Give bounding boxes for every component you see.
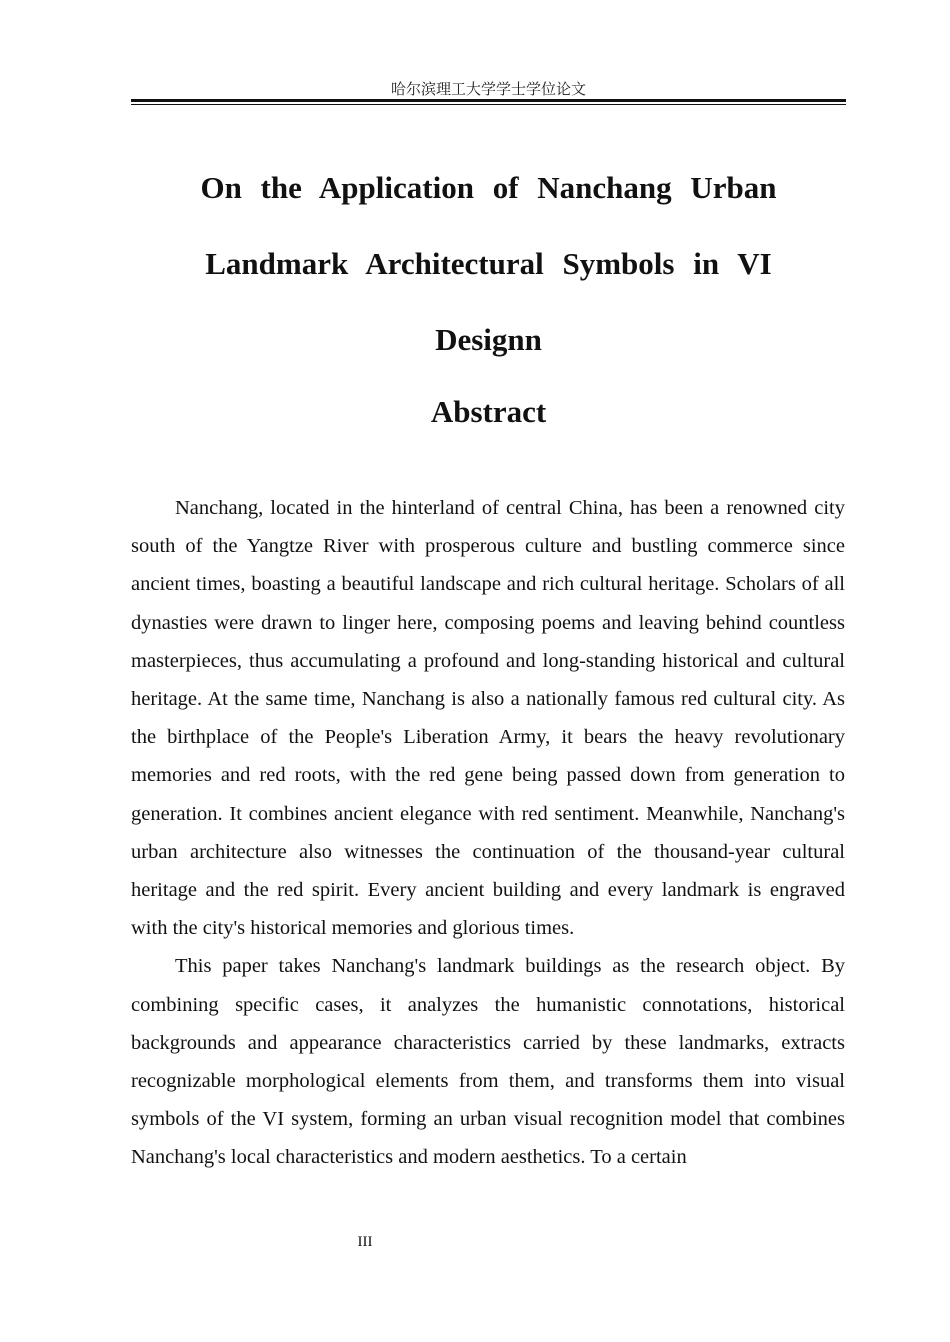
header-rule-thin	[131, 104, 846, 105]
abstract-body	[131, 489, 845, 1177]
page-number: III	[357, 1234, 373, 1250]
abstract-paragraph: This paper takes Nanchang's landmark buildings as the research object. By combining specific cases, it analyzes the humanistic connotations, historical backgrounds and appearance characteristics carried by these landmarks, extracts recognizable morphological elements from them, and transforms them into visual symbols of the VI system, forming an urban visual recognition model that combines Nanchang's local characteristics and modern aesthetics. To a certain	[131, 955, 845, 1169]
running-header: 哈尔滨理工大学学士学位论文	[390, 80, 586, 98]
header-rule-thick	[131, 99, 846, 102]
thesis-title: On the Application of Nanchang Urban Landmark Architectural Symbols in VI Designn	[200, 170, 777, 357]
abstract-heading: Abstract	[430, 394, 547, 429]
abstract-paragraph: Nanchang, located in the hinterland of central China, has been a renowned city south of the Yangtze River with prosperous culture and bustling commerce since ancient times, boasting a beautiful landscape and rich cultural heritage. Scholars of all dynasties were drawn to linger here, composing poems and leaving behind countless masterpieces, thus accumulating a profound and long-standing historical and cultural heritage. At the same time, Nanchang is also a nationally famous red cultural city. As the birthplace of the People's Liberation Army, it bears the heavy revolutionary memories and red roots, with the red gene being passed down from generation to generation. It combines ancient elegance with red sentiment. Meanwhile, Nanchang's urban architecture also witnesses the continuation of the thousand-year cultural heritage and the red spirit. Every ancient building and every landmark is engraved with the city's historical memories and glorious times.	[131, 497, 845, 940]
